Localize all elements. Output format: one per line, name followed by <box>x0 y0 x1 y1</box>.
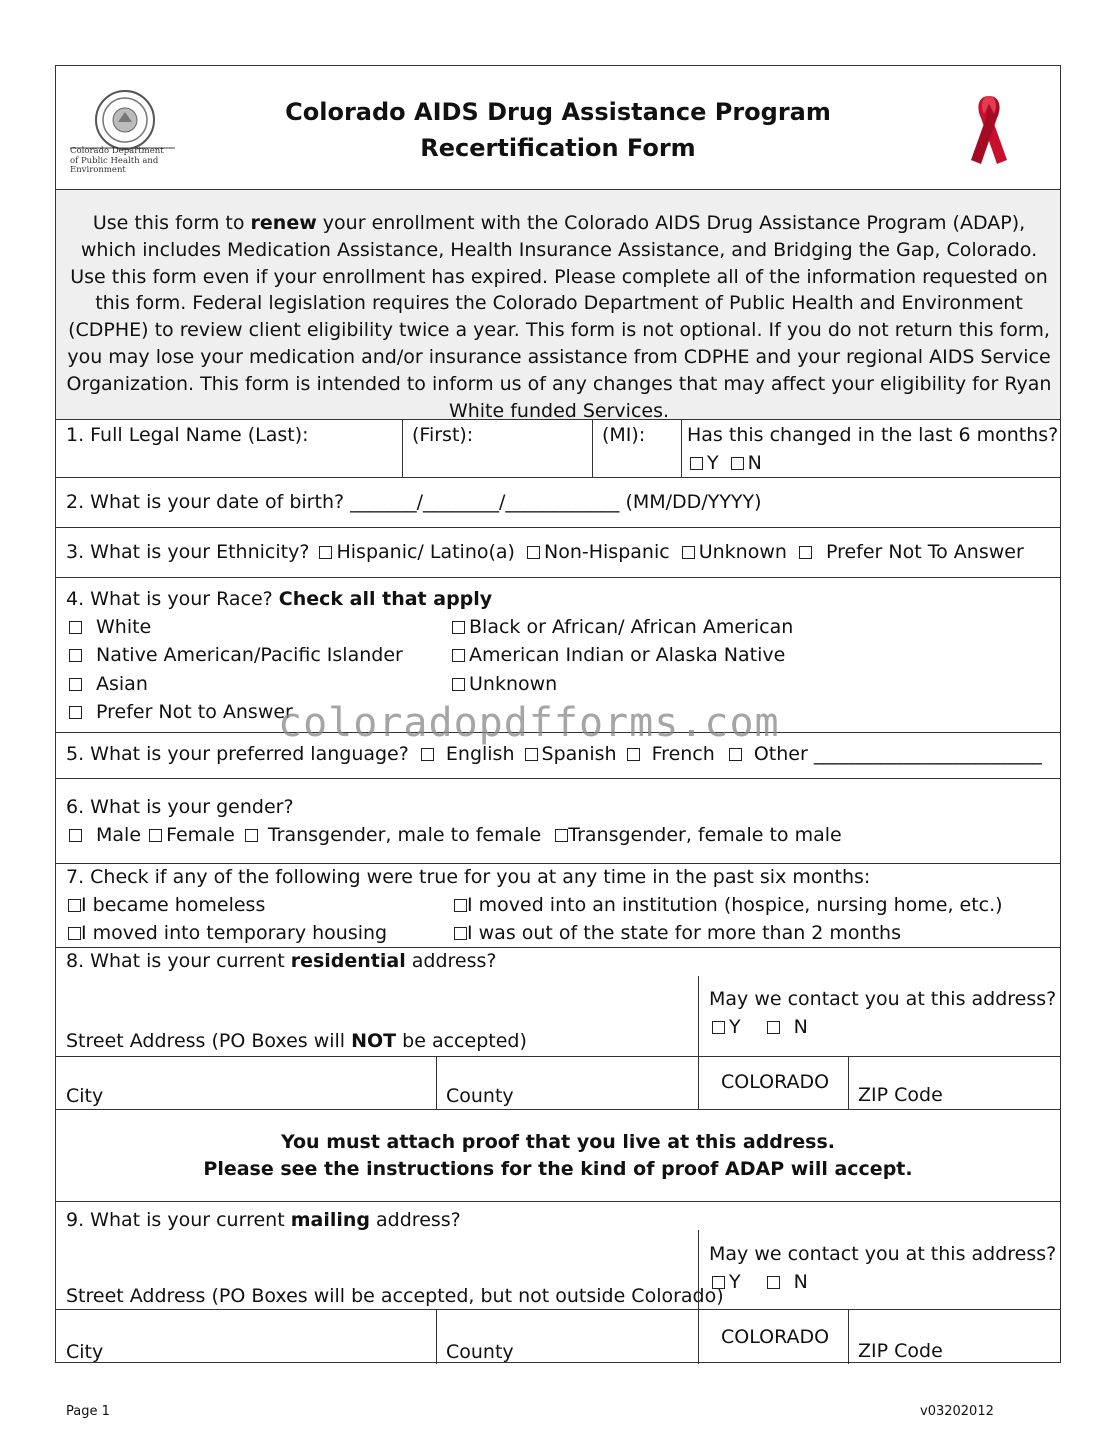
homeless-label: I became homeless <box>81 894 266 916</box>
city-label: City <box>66 1085 104 1107</box>
intro-text <box>66 210 1052 424</box>
mailing-zip-field[interactable] <box>848 1310 1060 1364</box>
first-name-field[interactable] <box>402 420 592 477</box>
no-label: N <box>793 1016 808 1038</box>
gender-options <box>69 824 842 846</box>
language-english-checkbox[interactable] <box>421 748 434 761</box>
mailing-question <box>66 1209 461 1231</box>
county-label: County <box>446 1341 514 1363</box>
q2-dob-row <box>56 478 1060 528</box>
q9-mailing-row <box>56 1202 1060 1310</box>
change-out-of-state <box>454 922 901 944</box>
race-option-black <box>452 616 793 638</box>
race-check-all: Check all that apply <box>278 588 493 610</box>
race-black-label: Black or African/ African American <box>469 616 794 638</box>
residential-contact-cell <box>698 976 1060 1056</box>
race-unknown-checkbox[interactable] <box>452 678 465 691</box>
q8-residential-row <box>56 948 1060 1057</box>
residential-state-cell <box>698 1057 848 1109</box>
ethnicity-nonhispanic-label: Non-Hispanic <box>544 541 670 563</box>
gender-mtf-label: Transgender, male to female <box>267 824 542 846</box>
first-name-label: (First): <box>412 424 474 446</box>
race-option-asian <box>69 673 148 695</box>
temporary-housing-label: I moved into temporary housing <box>81 922 388 944</box>
changes-label: 7. Check if any of the following were true for you at any time in the past six months: <box>66 866 871 888</box>
race-native-checkbox[interactable] <box>69 649 82 662</box>
gender-label: 6. What is your gender? <box>66 796 294 818</box>
q3-ethnicity-row <box>56 528 1060 578</box>
form-title-line2: Recertification Form <box>420 134 696 162</box>
mailing-bold: mailing <box>290 1209 370 1231</box>
name-changed-cell <box>681 420 1060 477</box>
q6-gender-row <box>56 779 1060 864</box>
ethnicity-unknown-label: Unknown <box>698 541 787 563</box>
race-prefer-not-checkbox[interactable] <box>69 706 82 719</box>
logo-text: Colorado Department of Public Health and Environment <box>70 146 164 175</box>
name-changed-no-checkbox[interactable] <box>731 457 744 470</box>
street-not: NOT <box>351 1030 397 1052</box>
ethnicity-line <box>66 541 1024 563</box>
change-institution <box>454 894 1003 916</box>
intro-renew: renew <box>250 212 317 234</box>
residential-contact-label: May we contact you at this address? <box>709 988 1057 1010</box>
mi-label: (MI): <box>602 424 646 446</box>
race-option-unknown <box>452 673 557 695</box>
mailing-contact-label: May we contact you at this address? <box>709 1243 1057 1265</box>
race-option-native <box>69 644 403 666</box>
name-changed-label: Has this changed in the last 6 months? <box>687 424 1059 446</box>
language-french-checkbox[interactable] <box>627 748 640 761</box>
language-line <box>66 743 1042 765</box>
residential-contact-no-checkbox[interactable] <box>767 1021 780 1034</box>
form-version: v03202012 <box>920 1404 994 1419</box>
gender-ftm-label: Transgender, female to male <box>568 824 842 846</box>
state-label: COLORADO <box>721 1071 830 1093</box>
race-white-checkbox[interactable] <box>69 621 82 634</box>
middle-initial-field[interactable] <box>592 420 681 477</box>
language-other-label[interactable]: Other ________________________ <box>753 743 1042 765</box>
street-post: be accepted) <box>396 1030 527 1052</box>
race-prefer-not-label: Prefer Not to Answer <box>96 701 293 723</box>
out-of-state-label: I was out of the state for more than 2 months <box>467 922 901 944</box>
form-title-line1: Colorado AIDS Drug Assistance Program <box>285 98 831 126</box>
language-label: 5. What is your preferred language? <box>66 743 409 765</box>
ethnicity-label: 3. What is your Ethnicity? <box>66 541 310 563</box>
q7-changes-row <box>56 864 1060 948</box>
last-name-label: 1. Full Legal Name (Last): <box>66 424 309 446</box>
residential-contact-yes-checkbox[interactable] <box>712 1021 725 1034</box>
mailing-contact-cell <box>698 1230 1060 1309</box>
ethnicity-prefer-not-label: Prefer Not To Answer <box>825 541 1024 563</box>
red-ribbon-icon <box>964 92 1014 172</box>
residential-zip-field[interactable] <box>848 1057 1060 1109</box>
institution-label: I moved into an institution (hospice, nursing home, etc.) <box>467 894 1003 916</box>
residential-pre: 8. What is your current <box>66 950 291 972</box>
race-black-checkbox[interactable] <box>452 621 465 634</box>
mailing-contact-no-checkbox[interactable] <box>767 1276 780 1289</box>
change-homeless <box>68 894 265 916</box>
residential-street-label <box>66 1030 527 1052</box>
name-changed-options <box>690 452 762 474</box>
gender-female-label: Female <box>166 824 235 846</box>
race-label: 4. What is your Race? <box>66 588 279 610</box>
language-spanish-checkbox[interactable] <box>525 748 538 761</box>
page-number: Page 1 <box>66 1404 110 1419</box>
state-label: COLORADO <box>721 1326 830 1348</box>
mailing-street-label: Street Address (PO Boxes will be accepted, but not outside Colorado) <box>66 1285 724 1307</box>
proof-line1: You must attach proof that you live at this address. <box>280 1131 835 1153</box>
race-american-indian-label: American Indian or Alaska Native <box>469 644 786 666</box>
ethnicity-nonhispanic-checkbox[interactable] <box>527 546 540 559</box>
institution-checkbox[interactable] <box>454 899 467 912</box>
language-spanish-label: Spanish <box>541 743 617 765</box>
intro-section <box>56 190 1060 420</box>
no-label: N <box>793 1271 808 1293</box>
no-label: N <box>747 452 762 474</box>
yes-label: Y <box>729 1271 741 1293</box>
ethnicity-unknown-checkbox[interactable] <box>682 546 695 559</box>
race-asian-checkbox[interactable] <box>69 678 82 691</box>
race-asian-label: Asian <box>96 673 148 695</box>
homeless-checkbox[interactable] <box>68 899 81 912</box>
mailing-pre: 9. What is your current <box>66 1209 291 1231</box>
dob-question[interactable]: 2. What is your date of birth? _______/________/____________ (MM/DD/YYYY) <box>66 491 762 513</box>
proof-notice-row <box>56 1110 1060 1202</box>
name-changed-yes-checkbox[interactable] <box>690 457 703 470</box>
q9-city-row <box>56 1310 1060 1364</box>
last-name-field[interactable] <box>56 420 402 477</box>
gender-male-label: Male <box>96 824 142 846</box>
race-native-label: Native American/Pacific Islander <box>96 644 403 666</box>
mailing-contact-yes-checkbox[interactable] <box>712 1276 725 1289</box>
ethnicity-hispanic-label: Hispanic/ Latino(a) <box>336 541 515 563</box>
gender-female-checkbox[interactable] <box>149 829 162 842</box>
yes-label: Y <box>729 1016 741 1038</box>
race-option-prefer-not <box>69 701 293 723</box>
race-american-indian-checkbox[interactable] <box>452 649 465 662</box>
residential-county-field[interactable] <box>436 1057 698 1109</box>
city-label: City <box>66 1341 104 1363</box>
residential-bold: residential <box>290 950 406 972</box>
residential-street-field[interactable] <box>56 976 698 1056</box>
zip-label: ZIP Code <box>858 1084 943 1106</box>
language-french-label: French <box>651 743 715 765</box>
gender-mtf-checkbox[interactable] <box>245 829 258 842</box>
q1-name-row <box>56 420 1060 478</box>
race-option-american-indian <box>452 644 785 666</box>
gender-male-checkbox[interactable] <box>69 829 82 842</box>
race-option-white <box>69 616 151 638</box>
proof-line2: Please see the instructions for the kind of proof ADAP will accept. <box>203 1158 913 1180</box>
q8-city-row <box>56 1057 1060 1110</box>
zip-label: ZIP Code <box>858 1340 943 1362</box>
mailing-state-cell <box>698 1310 848 1364</box>
intro-post: your enrollment with the Colorado AIDS Drug Assistance Program (ADAP), which includes Medication Assistance, Health Insurance Assistance, and Bridging the Gap, Colorado. Use this form even if your enrollment has expired. Please complete all of the information requested on this form. Federal legislation requires the Colorado Department of Public Health and Environment (CDPHE) to review client eligibility twice a year. This form is not optional. If you do not return this form, you may lose your medication and/or insurance assistance from CDPHE and your regional AIDS Service Organization. This form is intended to inform us of any changes that may affect your eligibility for Ryan White funded Services. <box>66 212 1052 422</box>
mailing-county-field[interactable] <box>436 1310 698 1364</box>
county-label: County <box>446 1085 514 1107</box>
mailing-contact-options <box>712 1271 808 1293</box>
language-english-label: English <box>445 743 515 765</box>
watermark: coloradopdfforms.com <box>278 700 780 746</box>
mailing-city-field[interactable] <box>56 1310 436 1364</box>
temporary-housing-checkbox[interactable] <box>68 927 81 940</box>
mailing-post: address? <box>370 1209 461 1231</box>
street-pre: Street Address (PO Boxes will <box>66 1030 352 1052</box>
ethnicity-prefer-not-checkbox[interactable] <box>799 546 812 559</box>
yes-label: Y <box>707 452 719 474</box>
language-other-checkbox[interactable] <box>729 748 742 761</box>
residential-question <box>66 950 497 972</box>
out-of-state-checkbox[interactable] <box>454 927 467 940</box>
mailing-street-field[interactable] <box>56 1230 724 1309</box>
form-header <box>56 66 1060 190</box>
race-question <box>66 588 492 610</box>
race-unknown-label: Unknown <box>469 673 558 695</box>
gender-ftm-checkbox[interactable] <box>555 829 568 842</box>
residential-post: address? <box>405 950 497 972</box>
intro-pre: Use this form to <box>92 212 251 234</box>
change-temporary <box>68 922 387 944</box>
residential-city-field[interactable] <box>56 1057 436 1109</box>
race-white-label: White <box>96 616 152 638</box>
ethnicity-hispanic-checkbox[interactable] <box>319 546 332 559</box>
residential-contact-options <box>712 1016 808 1038</box>
